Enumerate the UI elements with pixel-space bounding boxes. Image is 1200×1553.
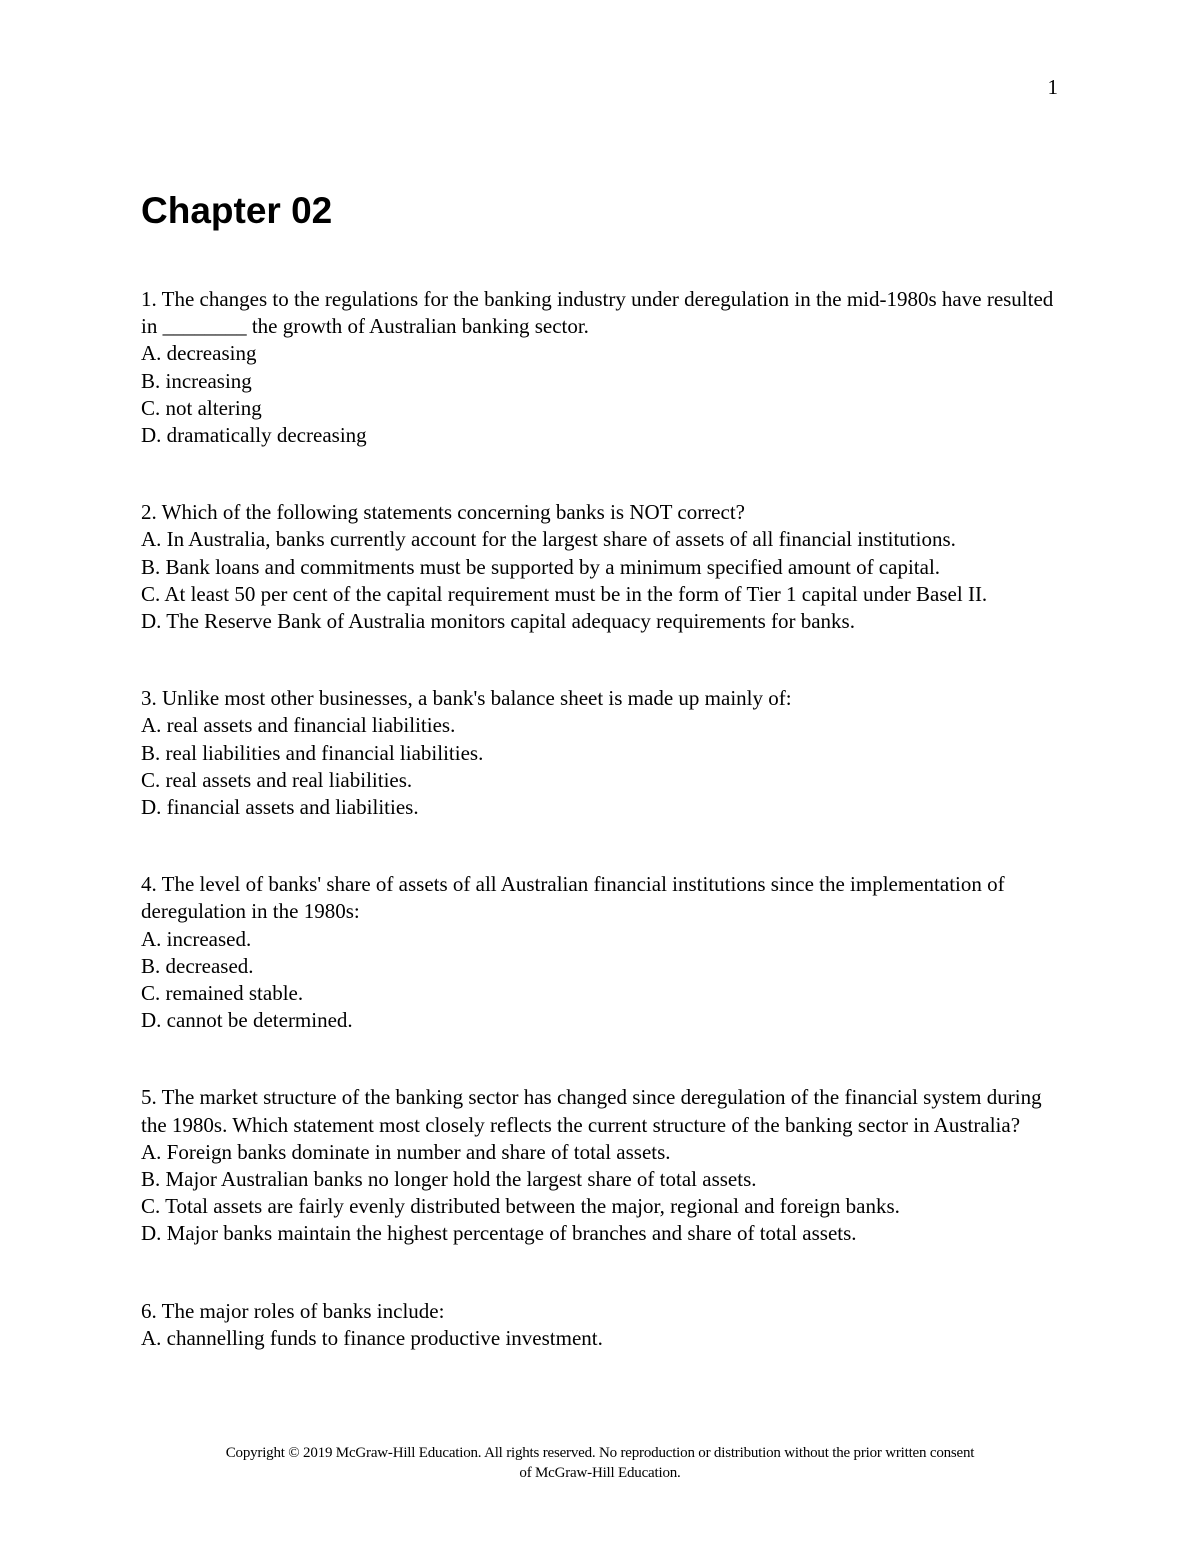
- answer-option: A. decreasing: [141, 341, 257, 366]
- question-list: [141, 286, 1071, 1402]
- answer-option: D. cannot be determined.: [141, 1008, 353, 1033]
- answer-option: C. not altering: [141, 395, 262, 420]
- answer-option: A. channelling funds to finance productive investment.: [141, 1325, 603, 1350]
- answer-option: A. increased.: [141, 926, 252, 951]
- copyright-line: of McGraw-Hill Education.: [519, 1465, 681, 1481]
- copyright-line: Copyright © 2019 McGraw-Hill Education. All rights reserved. No reproduction or distribution without the prior written consent: [225, 1445, 975, 1461]
- question-3: [141, 685, 1071, 821]
- answer-option: A. Foreign banks dominate in number and share of total assets.: [141, 1139, 671, 1164]
- question-5: [141, 1084, 1071, 1247]
- answer-option: D. The Reserve Bank of Australia monitors capital adequacy requirements for banks.: [141, 609, 855, 634]
- answer-option: B. increasing: [141, 368, 252, 393]
- answer-option: C. remained stable.: [141, 981, 304, 1006]
- answer-option: B. decreased.: [141, 953, 254, 978]
- answer-option: C. At least 50 per cent of the capital requirement must be in the form of Tier 1 capital under Basel II.: [141, 581, 988, 606]
- question-stem: 1. The changes to the regulations for the banking industry under deregulation in the mid-1980s have resulted in ________ the growth of Australian banking sector.: [141, 287, 1054, 339]
- question-1: [141, 286, 1071, 449]
- question-2: [141, 499, 1071, 635]
- answer-option: A. real assets and financial liabilities.: [141, 713, 456, 738]
- answer-option: D. financial assets and liabilities.: [141, 795, 419, 820]
- copyright-footer: [120, 1443, 1080, 1483]
- chapter-title: Chapter 02: [141, 190, 333, 231]
- answer-option: A. In Australia, banks currently account for the largest share of assets of all financial institutions.: [141, 527, 956, 552]
- answer-option: D. dramatically decreasing: [141, 423, 367, 448]
- question-stem: 4. The level of banks' share of assets of all Australian financial institutions since the implementation of deregulation in the 1980s:: [141, 872, 1005, 924]
- question-6: [141, 1298, 1071, 1352]
- answer-option: B. real liabilities and financial liabilities.: [141, 740, 484, 765]
- question-4: [141, 871, 1071, 1034]
- answer-option: C. real assets and real liabilities.: [141, 767, 413, 792]
- answer-option: B. Major Australian banks no longer hold the largest share of total assets.: [141, 1167, 757, 1192]
- question-stem: 3. Unlike most other businesses, a bank's balance sheet is made up mainly of:: [141, 686, 792, 711]
- question-stem: 6. The major roles of banks include:: [141, 1298, 445, 1323]
- page-number: 1: [1047, 75, 1058, 99]
- answer-option: B. Bank loans and commitments must be supported by a minimum specified amount of capital.: [141, 554, 941, 579]
- answer-option: D. Major banks maintain the highest percentage of branches and share of total assets.: [141, 1221, 857, 1246]
- question-stem: 5. The market structure of the banking sector has changed since deregulation of the financial system during the 1980s. Which statement most closely reflects the current structure of the banking sector in Australia?: [141, 1085, 1042, 1137]
- answer-option: C. Total assets are fairly evenly distributed between the major, regional and foreign banks.: [141, 1194, 900, 1219]
- question-stem: 2. Which of the following statements concerning banks is NOT correct?: [141, 500, 745, 525]
